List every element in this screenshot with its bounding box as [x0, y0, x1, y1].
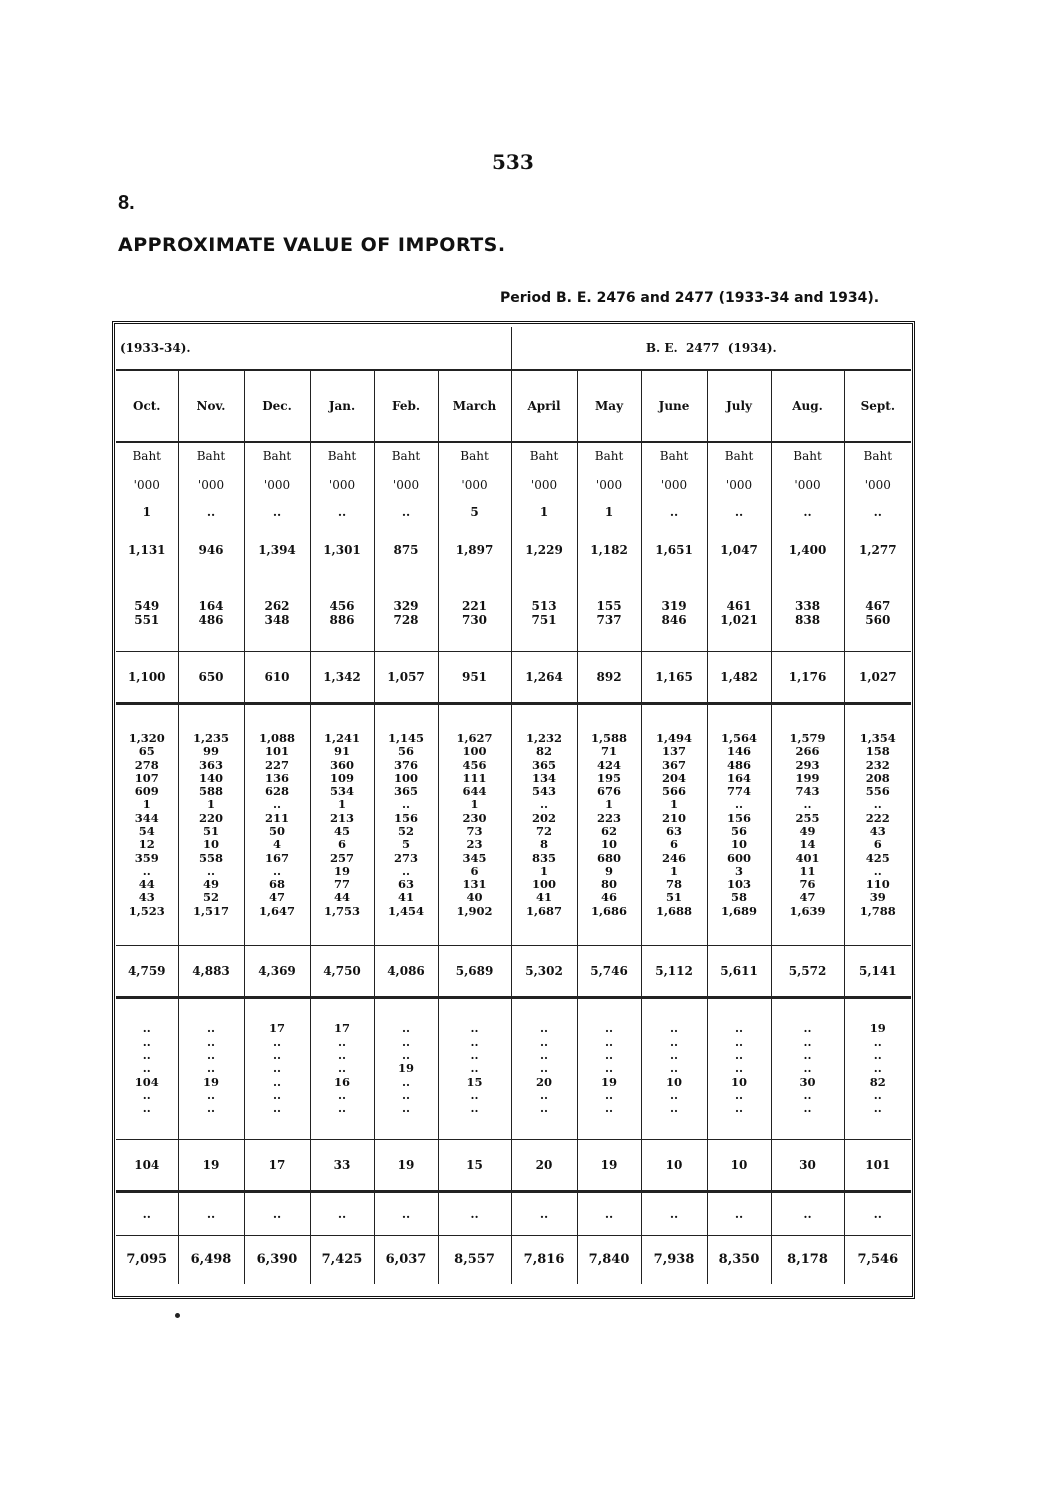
- unit-cell: Baht '000: [844, 442, 911, 499]
- value-cell: ..: [844, 499, 911, 525]
- value-cell: 1,229: [511, 525, 577, 575]
- value-cell: 1,400: [771, 525, 844, 575]
- value-cell: 1,564 146 486 164 774 .. 156 56 10 600 3 103 58 1,689: [707, 704, 771, 946]
- value-cell: ..: [310, 1192, 374, 1236]
- value-cell: 1,394: [244, 525, 310, 575]
- subtotal-cell: 5,746: [577, 946, 641, 998]
- unit-cell: Baht '000: [374, 442, 438, 499]
- value-cell: 19 .. .. .. 82 .. ..: [844, 998, 911, 1140]
- subtotal-cell: 104: [116, 1140, 178, 1192]
- value-cell: ..: [641, 499, 707, 525]
- month-header: Sept.: [844, 370, 911, 442]
- unit-cell: Baht '000: [178, 442, 244, 499]
- subtotal-cell: 4,759: [116, 946, 178, 998]
- month-header: Oct.: [116, 370, 178, 442]
- value-cell: 1: [577, 499, 641, 525]
- grand-total-cell: 7,425: [310, 1236, 374, 1285]
- table-row: [116, 652, 911, 704]
- value-cell: 1: [142, 504, 151, 519]
- subtotal-cell: 101: [844, 1140, 911, 1192]
- grand-total-cell: 6,390: [244, 1236, 310, 1285]
- subtotal-cell: 17: [244, 1140, 310, 1192]
- value-cell: 319 846: [641, 575, 707, 652]
- month-header: March: [438, 370, 511, 442]
- grand-total-cell: 8,350: [707, 1236, 771, 1285]
- value-cell: 1,235 99 363 140 588 1 220 51 10 558 .. 49 52 1,517: [178, 704, 244, 946]
- subtotal-cell: 5,689: [438, 946, 511, 998]
- unit-cell: Baht '000: [771, 442, 844, 499]
- value-cell: 1,354 158 232 208 556 .. 222 43 6 425 .. 110 39 1,788: [844, 704, 911, 946]
- grand-total-cell: 8,557: [438, 1236, 511, 1285]
- unit-cell: Baht '000: [511, 442, 577, 499]
- value-cell: 467 560: [844, 575, 911, 652]
- grand-total-cell: 8,178: [771, 1236, 844, 1285]
- value-cell: ..: [771, 499, 844, 525]
- subtotal-cell: 892: [577, 652, 641, 704]
- value-cell: .. .. .. .. 15 .. ..: [438, 998, 511, 1140]
- table-row: [116, 946, 911, 998]
- subtotal-cell: 1,165: [641, 652, 707, 704]
- subtotal-cell: 30: [771, 1140, 844, 1192]
- table-row: [116, 525, 911, 575]
- grand-total-cell: 7,546: [844, 1236, 911, 1285]
- value-cell: ..: [577, 1192, 641, 1236]
- value-cell: 262 348: [244, 575, 310, 652]
- subtotal-cell: 4,086: [374, 946, 438, 998]
- value-cell: ..: [707, 1192, 771, 1236]
- value-cell: 329 728: [374, 575, 438, 652]
- value-cell: .. .. .. .. 10 .. ..: [641, 998, 707, 1140]
- value-cell: 1,047: [707, 525, 771, 575]
- subtotal-cell: 1,482: [707, 652, 771, 704]
- value-cell: ..: [438, 1192, 511, 1236]
- value-cell: .. .. .. .. 20 .. ..: [511, 998, 577, 1140]
- table-row: [116, 1236, 911, 1285]
- subtotal-cell: 4,369: [244, 946, 310, 998]
- month-header: Nov.: [178, 370, 244, 442]
- value-cell: 461 1,021: [707, 575, 771, 652]
- table-row: [116, 499, 911, 525]
- value-cell: ..: [641, 1192, 707, 1236]
- value-cell: ..: [511, 1192, 577, 1236]
- table-row: [116, 1140, 911, 1192]
- value-cell: .. .. .. .. 104 .. ..: [134, 1021, 159, 1116]
- subtotal-cell: 650: [178, 652, 244, 704]
- value-cell: 1,897: [438, 525, 511, 575]
- subtotal-cell: 4,750: [310, 946, 374, 998]
- unit-cell: Baht '000: [577, 442, 641, 499]
- value-cell: 1,232 82 365 134 543 .. 202 72 8 835 1 100 41 1,687: [511, 704, 577, 946]
- subtotal-cell: 610: [244, 652, 310, 704]
- month-header: April: [511, 370, 577, 442]
- value-cell: ..: [374, 1192, 438, 1236]
- grand-total-cell: 7,938: [641, 1236, 707, 1285]
- unit-cell: Baht '000: [707, 442, 771, 499]
- value-cell: 456 886: [310, 575, 374, 652]
- grand-total-cell: 6,037: [374, 1236, 438, 1285]
- stray-dot: [175, 1313, 180, 1318]
- subtotal-cell: 1,264: [511, 652, 577, 704]
- value-cell: 221 730: [438, 575, 511, 652]
- value-cell: 549 551: [116, 575, 178, 652]
- grand-total-cell: 6,498: [178, 1236, 244, 1285]
- value-cell: ..: [374, 499, 438, 525]
- value-cell: 5: [438, 499, 511, 525]
- month-header: Jan.: [310, 370, 374, 442]
- value-cell: 155 737: [577, 575, 641, 652]
- year-left-header: (1933-34).: [116, 327, 511, 370]
- table-row: [116, 442, 911, 499]
- value-cell: 1,651: [641, 525, 707, 575]
- unit-cell: Baht '000: [244, 442, 310, 499]
- value-cell: .. .. .. .. 19 .. ..: [577, 998, 641, 1140]
- value-cell: ..: [771, 1192, 844, 1236]
- value-cell: 1,088 101 227 136 628 .. 211 50 4 167 .. 68 47 1,647: [244, 704, 310, 946]
- value-cell: 1,579 266 293 199 743 .. 255 49 14 401 11 76 47 1,639: [771, 704, 844, 946]
- value-cell: 17 .. .. .. .. .. ..: [244, 998, 310, 1140]
- subtotal-cell: 19: [178, 1140, 244, 1192]
- unit-cell: Baht '000: [132, 449, 162, 493]
- month-header: July: [707, 370, 771, 442]
- subtotal-cell: 951: [438, 652, 511, 704]
- value-cell: 875: [374, 525, 438, 575]
- value-cell: 1,494 137 367 204 566 1 210 63 6 246 1 78 51 1,688: [641, 704, 707, 946]
- value-cell: 1,182: [577, 525, 641, 575]
- value-cell: 1,320 65 278 107 609 1 344 54 12 359 .. 44 43 1,523: [128, 730, 165, 918]
- value-cell: ..: [178, 499, 244, 525]
- page-number: 533: [492, 150, 534, 174]
- subtotal-cell: 1,100: [116, 652, 178, 704]
- value-cell: 164 486: [178, 575, 244, 652]
- subtotal-cell: 5,611: [707, 946, 771, 998]
- value-cell: ..: [244, 1192, 310, 1236]
- value-cell: 1,588 71 424 195 676 1 223 62 10 680 9 80 46 1,686: [577, 704, 641, 946]
- grand-total-cell: 7,816: [511, 1236, 577, 1285]
- value-cell: 513 751: [511, 575, 577, 652]
- subtotal-cell: 1,342: [310, 652, 374, 704]
- subtotal-cell: 1,176: [771, 652, 844, 704]
- subtotal-cell: 5,572: [771, 946, 844, 998]
- value-cell: 1,241 91 360 109 534 1 213 45 6 257 19 77 44 1,753: [310, 704, 374, 946]
- subtotal-cell: 20: [511, 1140, 577, 1192]
- unit-cell: Baht '000: [438, 442, 511, 499]
- subtotal-cell: 4,883: [178, 946, 244, 998]
- grand-total-cell: 7,095: [126, 1251, 168, 1267]
- value-cell: ..: [844, 1192, 911, 1236]
- value-cell: 1,277: [844, 525, 911, 575]
- imports-table: [116, 327, 911, 1284]
- subtotal-cell: 5,112: [641, 946, 707, 998]
- value-cell: ..: [310, 499, 374, 525]
- year-right-header: B. E. 2477 (1934).: [511, 327, 911, 370]
- table-row: [116, 1192, 911, 1236]
- subtotal-cell: 5,141: [844, 946, 911, 998]
- value-cell: ..: [244, 499, 310, 525]
- page-title: APPROXIMATE VALUE OF IMPORTS.: [118, 234, 506, 256]
- subtotal-cell: 10: [641, 1140, 707, 1192]
- table-row: [116, 370, 911, 442]
- subtotal-cell: 1,057: [374, 652, 438, 704]
- value-cell: .. .. .. .. 30 .. ..: [771, 998, 844, 1140]
- month-header: Aug.: [771, 370, 844, 442]
- value-cell: 17 .. .. .. 16 .. ..: [310, 998, 374, 1140]
- value-cell: 1: [511, 499, 577, 525]
- month-header: May: [577, 370, 641, 442]
- value-cell: .. .. .. .. 10 .. ..: [707, 998, 771, 1140]
- value-cell: 1,627 100 456 111 644 1 230 73 23 345 6 131 40 1,902: [438, 704, 511, 946]
- month-header: Feb.: [374, 370, 438, 442]
- value-cell: ..: [707, 499, 771, 525]
- section-number: 8.: [118, 192, 135, 214]
- subtotal-cell: 1,027: [844, 652, 911, 704]
- month-header: June: [641, 370, 707, 442]
- subtotal-cell: 5,302: [511, 946, 577, 998]
- value-cell: ..: [116, 1192, 178, 1236]
- value-cell: 1,131: [127, 542, 166, 557]
- value-cell: 946: [178, 525, 244, 575]
- table-row: [116, 998, 911, 1140]
- table-row: [116, 704, 911, 946]
- subtotal-cell: 10: [707, 1140, 771, 1192]
- period-label: Period B. E. 2476 and 2477 (1933-34 and 1934).: [500, 290, 880, 306]
- value-cell: .. .. .. 19 .. .. ..: [374, 998, 438, 1140]
- value-cell: 1,301: [310, 525, 374, 575]
- value-cell: ..: [178, 1192, 244, 1236]
- unit-cell: Baht '000: [641, 442, 707, 499]
- table-row: [116, 575, 911, 652]
- subtotal-cell: 15: [438, 1140, 511, 1192]
- subtotal-cell: 19: [577, 1140, 641, 1192]
- value-cell: 1,145 56 376 100 365 .. 156 52 5 273 .. 63 41 1,454: [374, 704, 438, 946]
- subtotal-cell: 33: [310, 1140, 374, 1192]
- subtotal-cell: 19: [374, 1140, 438, 1192]
- unit-cell: Baht '000: [310, 442, 374, 499]
- value-cell: .. .. .. .. 19 .. ..: [178, 998, 244, 1140]
- grand-total-cell: 7,840: [577, 1236, 641, 1285]
- value-cell: 338 838: [771, 575, 844, 652]
- month-header: Dec.: [244, 370, 310, 442]
